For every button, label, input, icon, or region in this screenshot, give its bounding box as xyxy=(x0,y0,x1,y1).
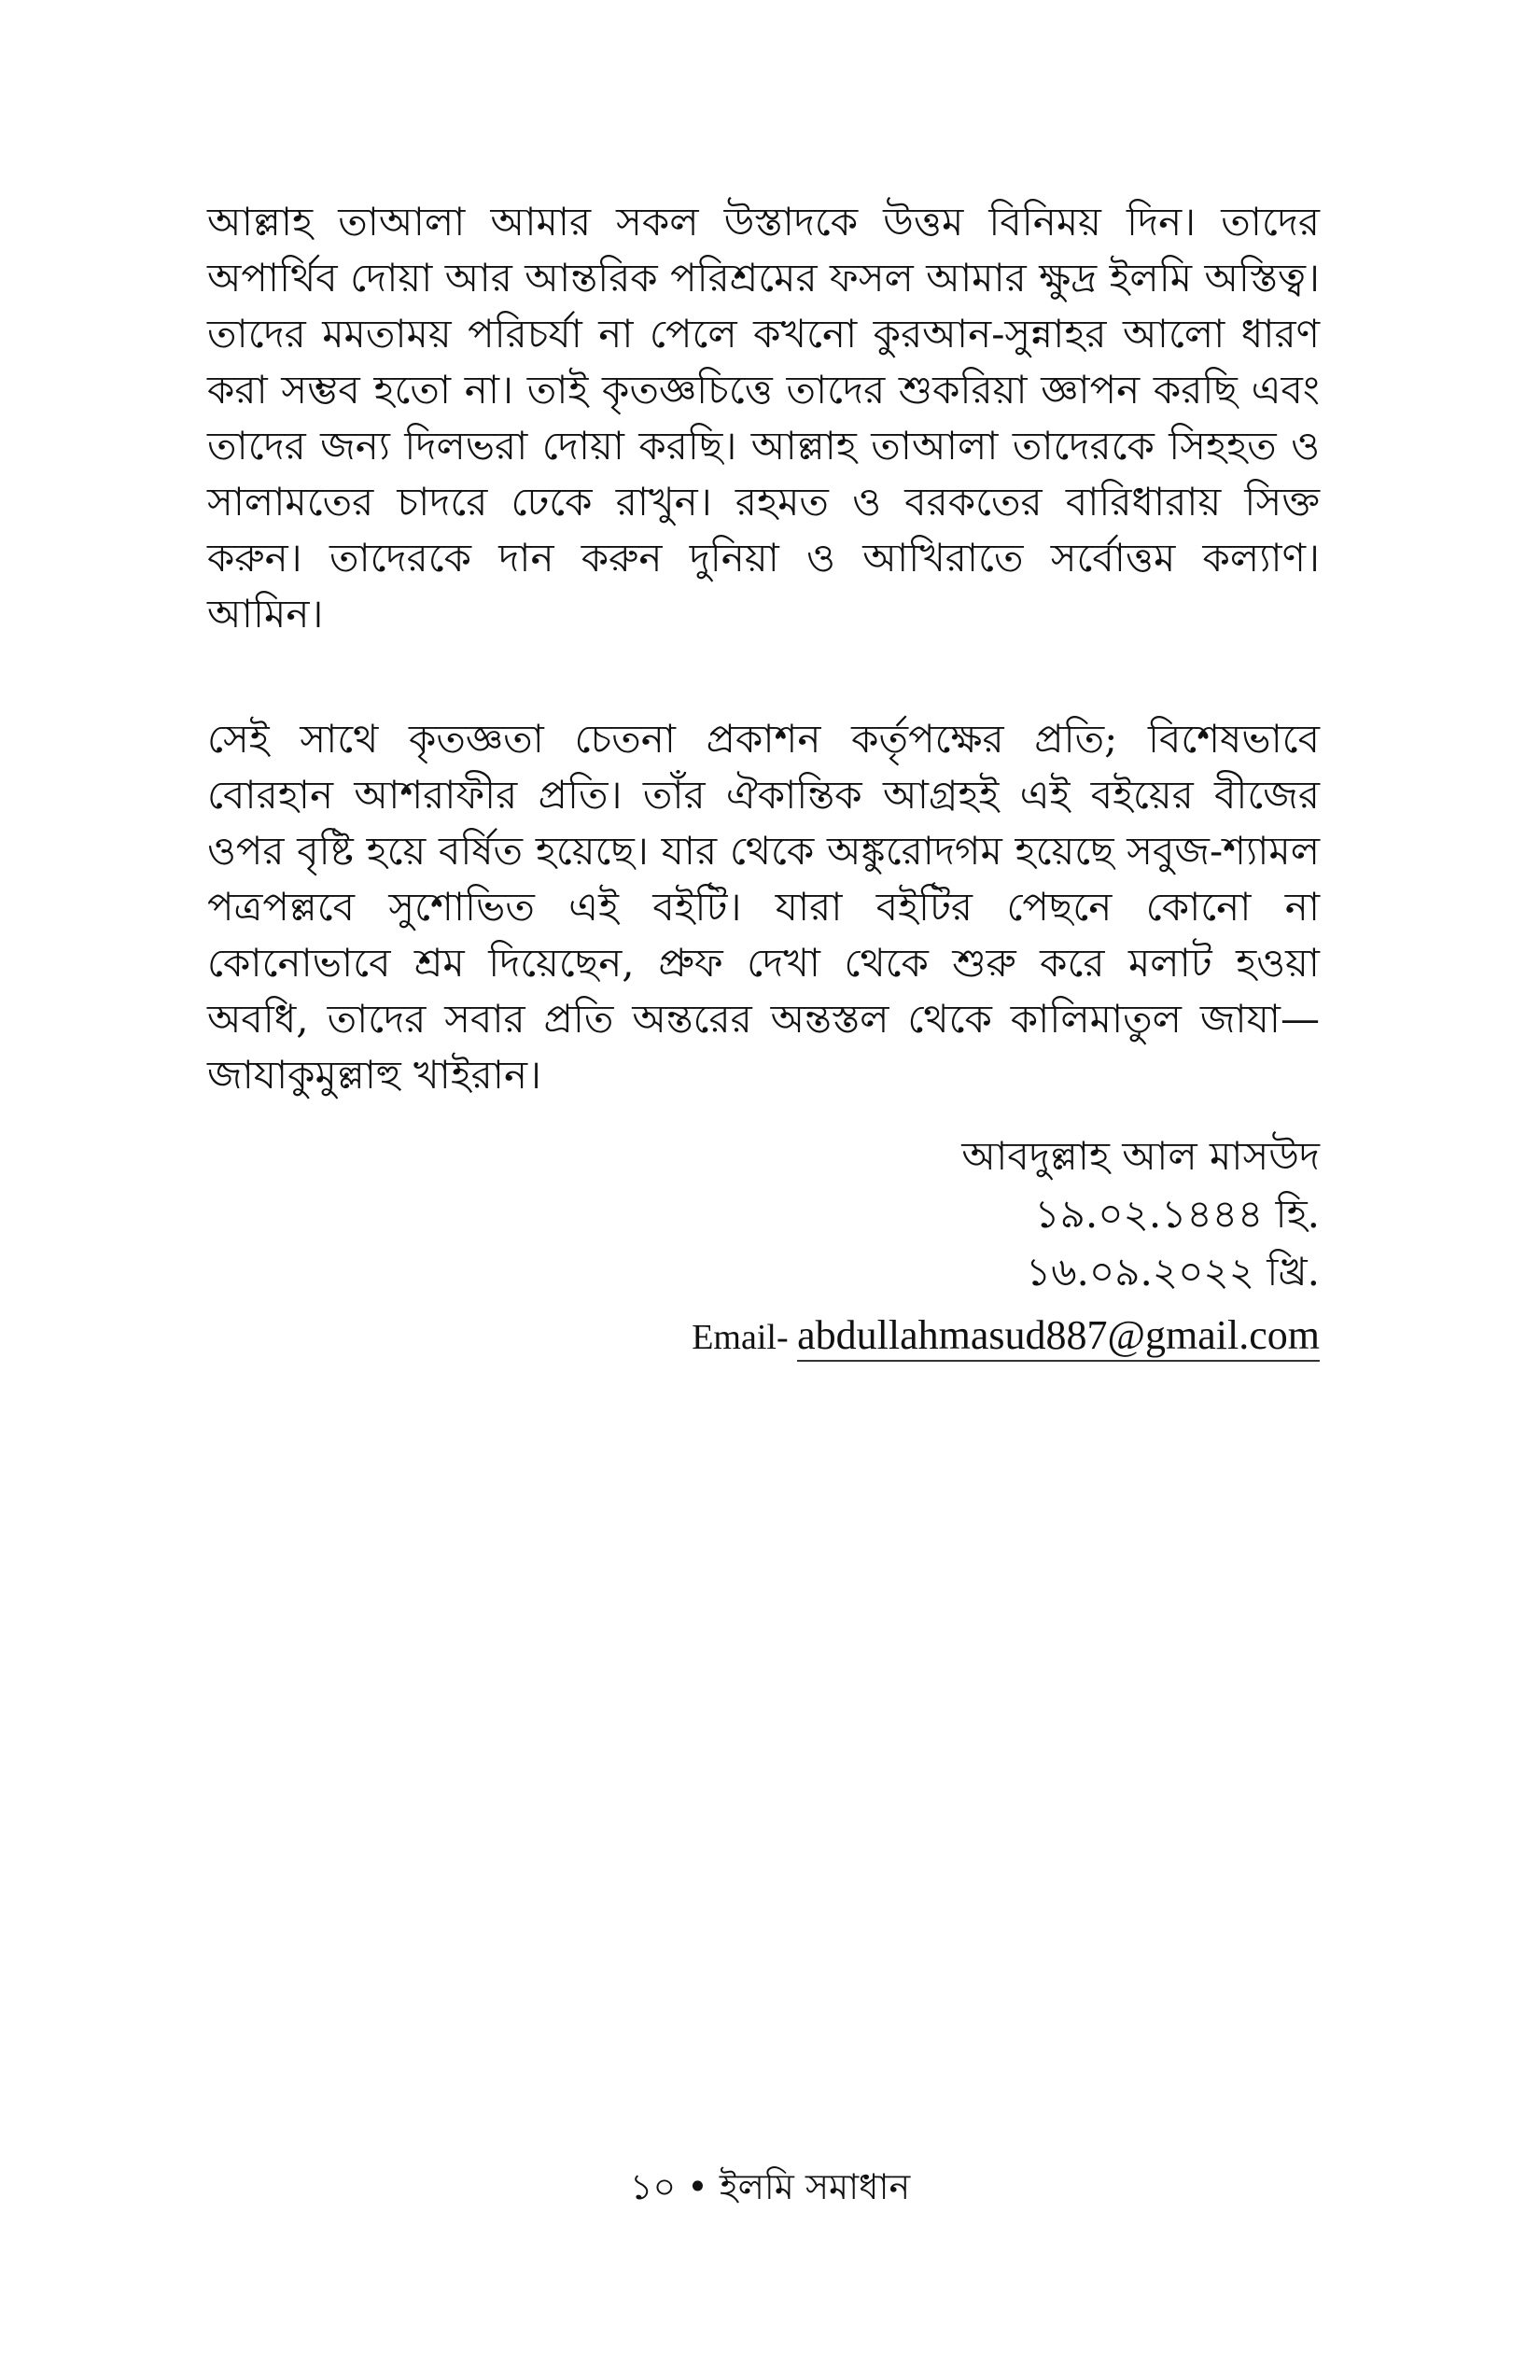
paragraph-acknowledgement-teachers: আল্লাহ তাআলা আমার সকল উস্তাদকে উত্তম বিনিময় দিন। তাদের অপার্থিব দোয়া আর আন্তরিক পরিশ্রমের ফসল আমার ক্ষুদ্র ইলমি অস্তিত্ব। তাদের মমতাময় পরিচর্যা না পেলে কখনো কুরআন-সুন্নাহর আলো ধারণ করা সম্ভব হতো না। তাই কৃতজ্ঞচিত্তে তাদের শুকরিয়া জ্ঞাপন করছি এবং তাদের জন্য দিলভরা দোয়া করছি। আল্লাহ তাআলা তাদেরকে সিহহত ও সালামতের চাদরে ঢেকে রাখুন। রহমত ও বরকতের বারিধারায় সিক্ত করুন। তাদেরকে দান করুন দুনিয়া ও আখিরাতে সর্বোত্তম কল্যাণ। আমিন। xyxy=(207,199,1320,637)
signature-block xyxy=(961,1127,1320,1301)
author-name: আবদুল্লাহ আল মাসউদ xyxy=(961,1133,1320,1179)
email-line xyxy=(692,1310,1320,1363)
book-title: ইলমি সমাধান xyxy=(719,2166,911,2207)
date-hijri: ১৯.০২.১৪৪৪ হি. xyxy=(1034,1191,1320,1237)
page-number: ১০ xyxy=(629,2166,677,2207)
footer-separator: • xyxy=(687,2166,708,2207)
email-link[interactable]: abdullahmasud887@gmail.com xyxy=(797,1312,1320,1362)
email-label: Email- xyxy=(692,1318,789,1357)
page-footer xyxy=(0,2163,1540,2210)
paragraph-acknowledgement-publisher: সেই সাথে কৃতজ্ঞতা চেতনা প্রকাশন কর্তৃপক্ষের প্রতি; বিশেষভাবে বোরহান আশরাফীর প্রতি। তাঁর ঐকান্তিক আগ্রহই এই বইয়ের বীজের ওপর বৃষ্টি হয়ে বর্ষিত হয়েছে। যার থেকে অঙ্কুরোদগম হয়েছে সবুজ-শ্যামল পত্রপল্লবে সুশোভিত এই বইটি। যারা বইটির পেছনে কোনো না কোনোভাবে শ্রম দিয়েছেন, প্রুফ দেখা থেকে শুরু করে মলাট হওয়া অবধি, তাদের সবার প্রতি অন্তরের অন্তস্তল থেকে কালিমাতুল জাযা—জাযাকুমুল্লাহু খাইরান। xyxy=(207,716,1320,1098)
date-gregorian: ১৬.০৯.২০২২ খ্রি. xyxy=(1025,1249,1320,1295)
body-text xyxy=(207,194,1320,1172)
